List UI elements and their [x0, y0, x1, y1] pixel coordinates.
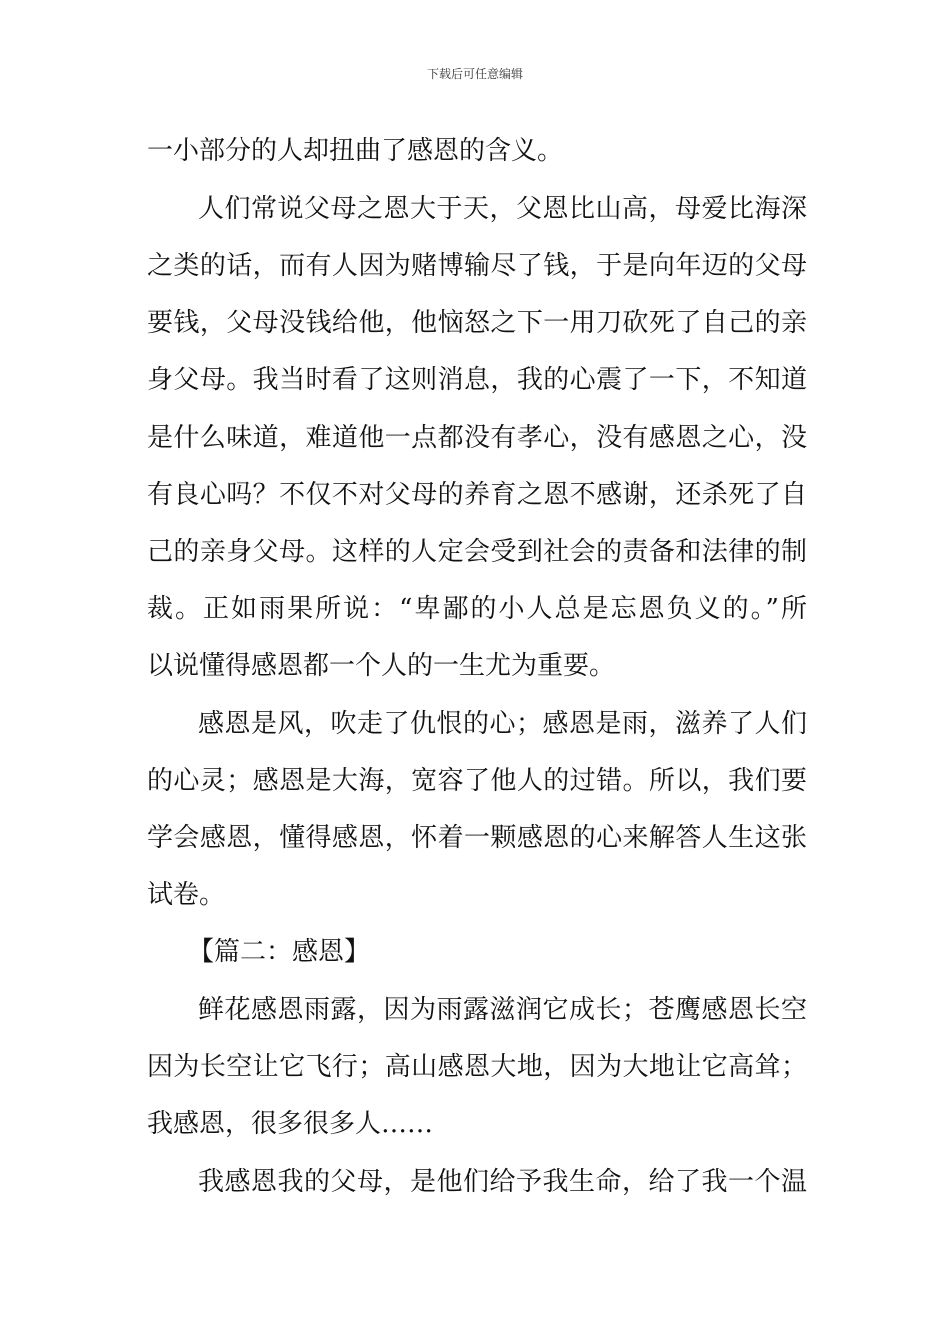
- text-line-19: 我感恩我的父母，是他们给予我生命，给了我一个温: [198, 1167, 807, 1197]
- section-heading: 【篇二：感恩】: [188, 937, 371, 967]
- text-line-11: 感恩是风，吹走了仇恨的心；感恩是雨，滋养了人们: [198, 709, 807, 739]
- text-line-2: 人们常说父母之恩大于天，父恩比山高，母爱比海深: [198, 194, 807, 224]
- text-line-18: 我感恩，很多很多人……: [147, 1109, 434, 1139]
- text-line-8: 己的亲身父母。这样的人定会受到社会的责备和法律的制: [147, 537, 807, 567]
- text-line-5: 身父母。我当时看了这则消息，我的心震了一下，不知道: [147, 365, 807, 395]
- text-line-9: 裁。正如雨果所说：“卑鄙的小人总是忘恩负义的。”所: [147, 594, 807, 624]
- text-line-4: 要钱，父母没钱给他，他恼怒之下一用刀砍死了自己的亲: [147, 308, 807, 338]
- text-line-13: 学会感恩，懂得感恩，怀着一颗感恩的心来解答人生这张: [147, 823, 807, 853]
- page-header: 下载后可任意编辑: [426, 67, 523, 81]
- text-line-17: 因为长空让它飞行；高山感恩大地，因为大地让它高耸；: [147, 1052, 807, 1082]
- text-line-10: 以说懂得感恩都一个人的一生尤为重要。: [147, 651, 616, 681]
- text-line-3: 之类的话，而有人因为赌博输尽了钱，于是向年迈的父母: [147, 251, 807, 281]
- text-line-12: 的心灵；感恩是大海，宽容了他人的过错。所以，我们要: [147, 766, 807, 796]
- text-line-6: 是什么味道，难道他一点都没有孝心，没有感恩之心，没: [147, 423, 807, 453]
- text-line-16: 鲜花感恩雨露，因为雨露滋润它成长；苍鹰感恩长空: [198, 995, 807, 1025]
- text-line-14: 试卷。: [147, 880, 226, 910]
- text-line-7: 有良心吗？不仅不对父母的养育之恩不感谢，还杀死了自: [147, 480, 807, 510]
- text-line-1: 一小部分的人却扭曲了感恩的含义。: [147, 136, 564, 166]
